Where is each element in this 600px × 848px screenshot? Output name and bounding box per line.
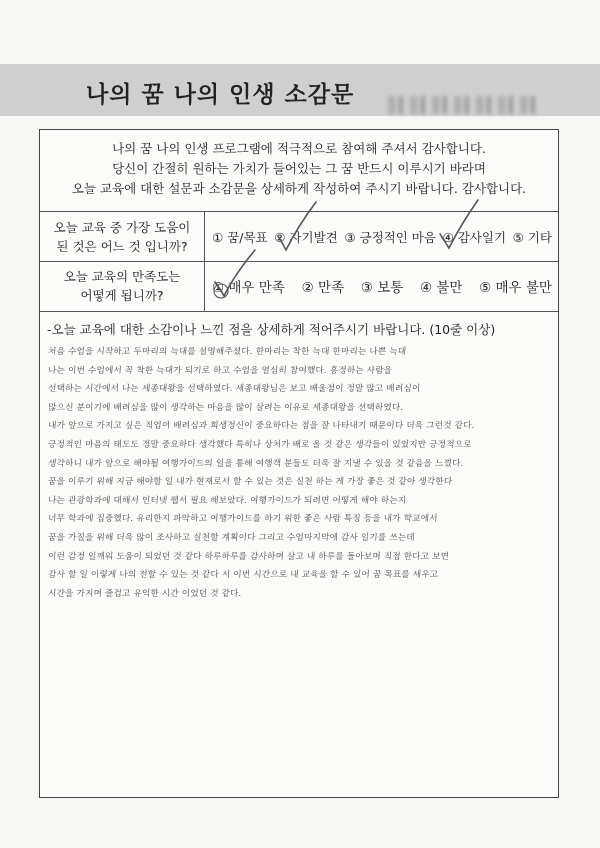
answer-line: 감사 할 일 이렇게 나의 전할 수 있는 것 같다 서 이번 시간으로 내 교육을 할 수 있어 꿈 목표를 세우고: [47, 570, 439, 581]
answer-line: 꿈을 이루기 위해 지금 해야할 일 내가 현재로서 할 수 있는 것은 실천 하는 게 가장 좋은 것 같아 생각한다: [47, 477, 453, 488]
option-neutral[interactable]: ③ 보통: [360, 280, 404, 296]
option-very-dissatisfied[interactable]: ⑤ 매우 불만: [479, 280, 552, 296]
answer-line: 너무 학과에 집중했다. 유리한지 파악하고 여행가이드를 하기 위한 좋은 사람 특징 등을 내가 학교에서: [47, 514, 438, 525]
label-line: 어떻게 됩니까?: [80, 288, 164, 303]
helpful-options: [212, 212, 552, 261]
handwritten-answer: [48, 343, 553, 603]
question-helpful-row: [40, 212, 558, 262]
option-gratitude-diary[interactable]: ④ 감사일기: [442, 229, 507, 245]
question-satisfaction-row: [40, 261, 558, 312]
option-dissatisfied[interactable]: ④ 불만: [419, 280, 463, 296]
option-very-satisfied[interactable]: ① 매우 만족: [212, 280, 285, 296]
answer-line: 긍정적인 마음의 태도도 정말 중요하다 생각했다 특히나 상처가 배로 올 것 같은 생각들이 있었지만 긍정적으로: [47, 439, 472, 450]
option-positive-mind[interactable]: ③ 긍정적인 마음: [344, 229, 436, 245]
option-dream-goal[interactable]: ① 꿈/목표: [212, 229, 268, 245]
question-helpful-label: [40, 212, 205, 261]
intro-line: 오늘 교육에 대한 설문과 소감문을 상세하게 작성하여 주시기 바랍니다. 감사합니다.: [71, 181, 527, 196]
question-satisfaction-label: [40, 261, 205, 311]
option-satisfied[interactable]: ② 만족: [301, 280, 345, 296]
answer-line: 선택하는 시간에서 나는 세종대왕을 선택하였다. 세종대왕님은 보고 배울점이 정말 많고 배려심이: [47, 384, 421, 395]
answer-line: 나는 관광학과에 대해서 인터넷 웹서 필요 해보았다. 여행가이드가 되려면 어떻게 해야 하는지: [47, 495, 407, 506]
answer-line: 많으신 분이기에 배려심을 많이 생각하는 마음을 많이 살려는 이유로 세종대왕을 선택하였다.: [47, 402, 404, 413]
answer-line: 처음 수업을 시작하고 두마리의 늑대를 설명해주셨다. 한마리는 착한 늑대 한마리는 나쁜 늑대: [47, 347, 407, 357]
intro-line: 당신이 간절히 원하는 가치가 들어있는 그 꿈 반드시 이루시기 바라며: [112, 161, 486, 176]
answer-line: 이런 감정 일깨워 도움이 되었던 것 같다 하루하루를 감사하며 살고 내 하루를 돌아보며 직접 한다고 보면: [47, 551, 450, 562]
label-line: 오늘 교육의 만족도는: [63, 269, 181, 284]
answer-line: 꿈을 가질을 위해 더욱 많이 조사하고 실천할 계획이다 그리고 수업마지막에 감사 일기를 쓰는데: [47, 532, 416, 543]
answer-line: 내가 앞으로 가지고 싶은 직업이 배려심과 희생정신이 중요하다는 점을 잘 나타내기 때문이다 더욱 그런것 같다.: [47, 421, 475, 432]
survey-form: [39, 129, 559, 798]
satisfaction-options: [212, 261, 552, 311]
open-question-prompt: -오늘 교육에 대한 소감이나 느낀 점을 상세하게 적어주시기 바랍니다. (10줄 이상): [47, 322, 496, 337]
redacted-name: [388, 96, 540, 114]
intro-text: [40, 130, 558, 212]
option-other[interactable]: ⑤ 기타: [512, 229, 552, 245]
intro-line: 나의 꿈 나의 인생 프로그램에 적극적으로 참여해 주셔서 감사합니다.: [112, 141, 486, 156]
answer-line: 나는 이번 수업에서 꼭 착한 늑대가 되기로 하고 수업을 열심히 참여했다. 흥정하는 사람을: [47, 365, 393, 376]
label-line: 된 것은 어느 것 입니까?: [56, 238, 188, 254]
page-title: 나의 꿈 나의 인생 소감문: [86, 82, 355, 108]
answer-line: 생각하니 내가 앞으로 해야될 여행가이드의 일을 통해 여행객 분들도 더욱 잘 지낼 수 있을 것 같음을 느꼈다.: [47, 458, 464, 469]
label-line: 오늘 교육 중 가장 도움이: [53, 219, 191, 235]
option-self-discovery[interactable]: ② 자기발견: [274, 229, 338, 245]
answer-line: 시간을 가지며 즐겁고 유익한 시간 이었던 것 같다.: [47, 588, 242, 599]
